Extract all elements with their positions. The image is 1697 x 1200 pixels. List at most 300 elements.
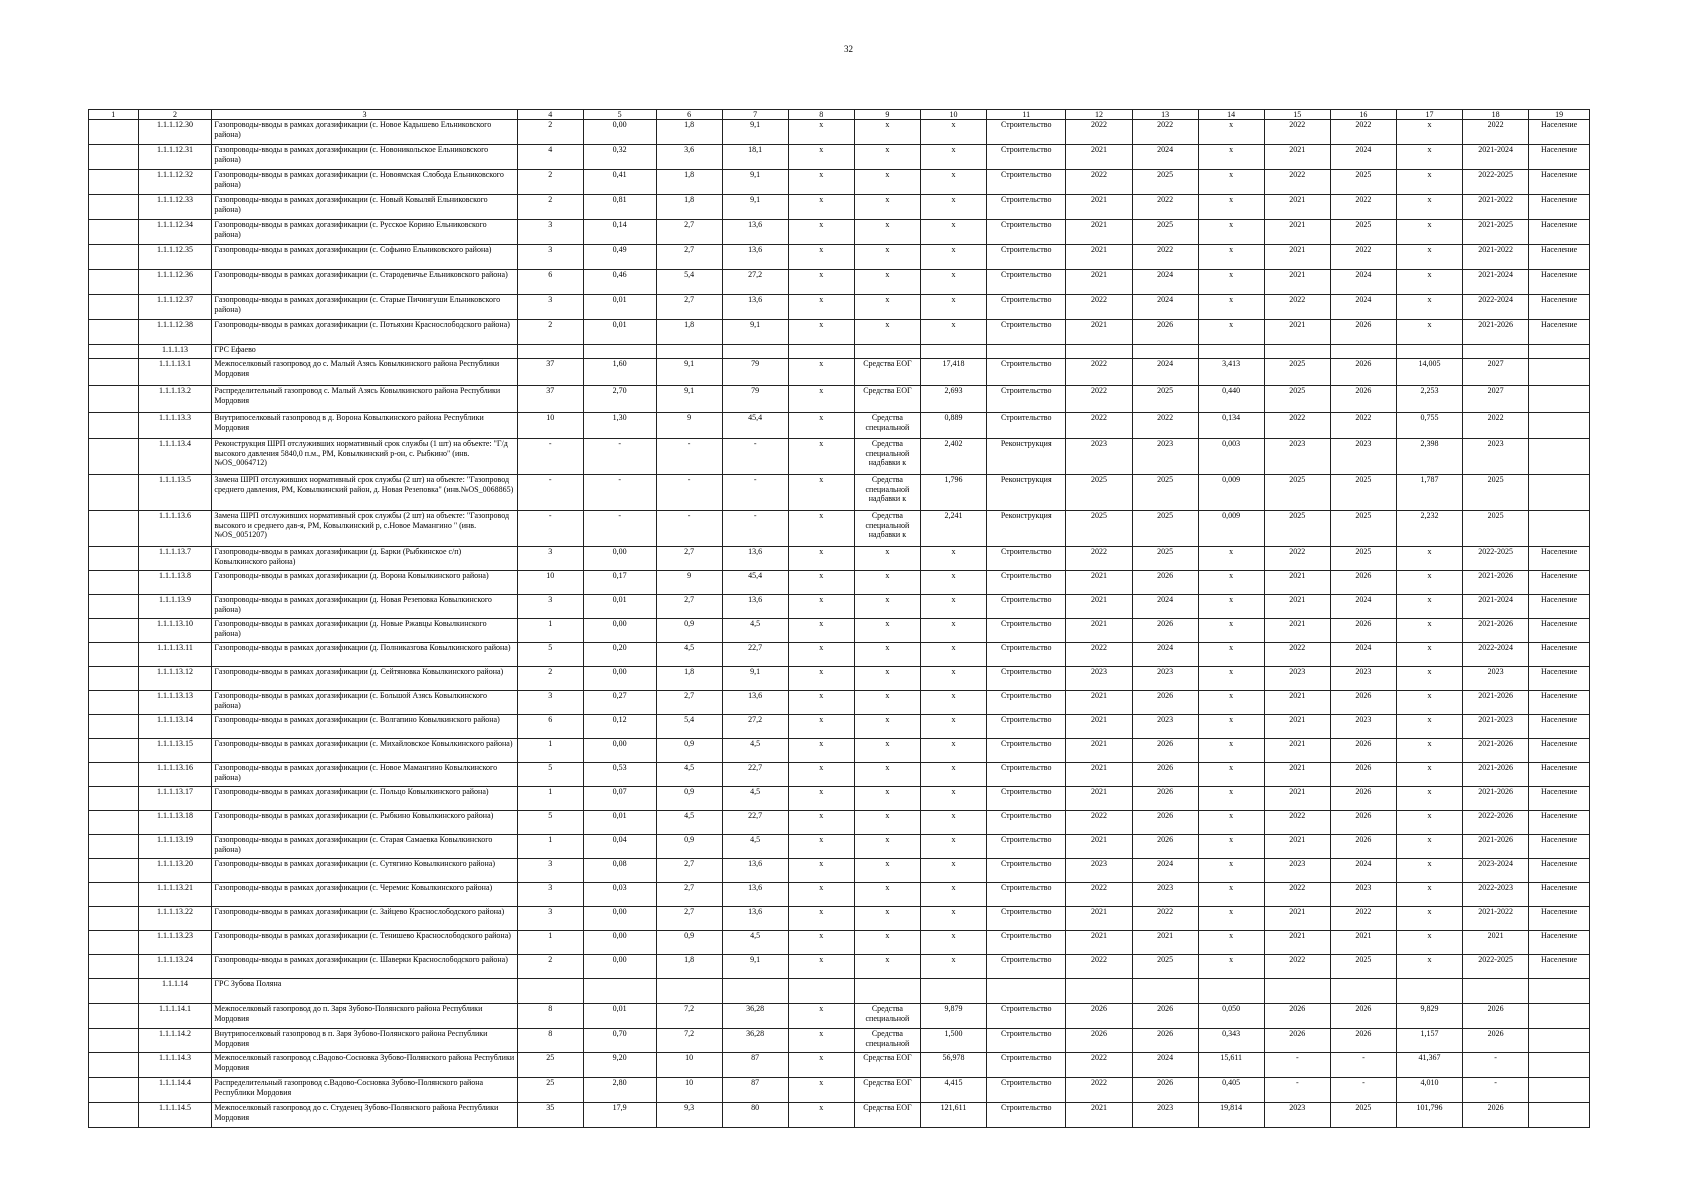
table-cell: Население	[1529, 691, 1590, 715]
table-cell: -	[1463, 1078, 1529, 1103]
table-cell: 19,814	[1198, 1103, 1264, 1128]
table-cell: 18,1	[722, 145, 788, 170]
table-cell: 1.1.1.13.17	[138, 787, 212, 811]
table-cell: 80	[722, 1103, 788, 1128]
table-cell: x	[1198, 270, 1264, 295]
table-cell: Реконструкция	[987, 439, 1066, 475]
table-cell	[920, 345, 986, 359]
table-cell: Газопроводы-вводы в рамках догазификации (с. Большой Азясь Ковылкинского района)	[212, 691, 517, 715]
table-row	[89, 120, 1590, 145]
table-cell: 1.1.1.14.5	[138, 1103, 212, 1128]
table-cell	[89, 715, 139, 739]
table-cell: Строительство	[987, 955, 1066, 979]
table-cell: 121,611	[920, 1103, 986, 1128]
table-cell: 2024	[1132, 295, 1198, 320]
table-cell: 2022	[1264, 955, 1330, 979]
table-cell: 2023	[1330, 667, 1396, 691]
table-cell: 1	[517, 931, 583, 955]
table-cell: -	[583, 475, 656, 511]
table-cell: x	[1198, 907, 1264, 931]
table-cell: 1.1.1.12.35	[138, 245, 212, 270]
table-cell: x	[854, 220, 920, 245]
table-cell	[89, 955, 139, 979]
table-cell: x	[854, 835, 920, 859]
table-cell: 2,7	[656, 691, 722, 715]
table-cell: 2022	[1132, 120, 1198, 145]
table-cell: x	[1396, 739, 1462, 763]
table-cell: 1.1.1.13.21	[138, 883, 212, 907]
table-cell: 2026	[1132, 787, 1198, 811]
table-cell: 9,20	[583, 1053, 656, 1078]
table-cell: 0,49	[583, 245, 656, 270]
table-cell: Газопроводы-вводы в рамках догазификации (с. Шаверки Краснослободского района)	[212, 955, 517, 979]
table-cell: 0,20	[583, 643, 656, 667]
table-cell: 1,8	[656, 320, 722, 345]
table-cell: x	[788, 667, 854, 691]
table-cell: Население	[1529, 763, 1590, 787]
table-cell: 0,9	[656, 931, 722, 955]
table-cell: 3	[517, 595, 583, 619]
table-cell: 25	[517, 1053, 583, 1078]
table-cell	[1132, 345, 1198, 359]
table-cell: x	[788, 835, 854, 859]
table-cell: x	[1396, 145, 1462, 170]
table-cell	[1330, 979, 1396, 1004]
table-cell	[1529, 1053, 1590, 1078]
table-cell: 9,3	[656, 1103, 722, 1128]
table-cell	[1198, 345, 1264, 359]
table-cell: 5	[517, 643, 583, 667]
table-cell	[89, 170, 139, 195]
table-cell: x	[788, 1004, 854, 1029]
table-cell: 2021	[1264, 691, 1330, 715]
table-cell: 2025	[1264, 386, 1330, 413]
table-cell: 2025	[1330, 1103, 1396, 1128]
table-cell: Строительство	[987, 931, 1066, 955]
table-cell: 2021	[1066, 320, 1132, 345]
table-cell: 0,70	[583, 1029, 656, 1053]
table-cell: 2,7	[656, 220, 722, 245]
table-cell: 2	[517, 955, 583, 979]
table-cell: Средства специальной	[854, 413, 920, 439]
table-cell: 5	[517, 763, 583, 787]
table-cell: x	[1396, 320, 1462, 345]
table-cell: x	[1198, 931, 1264, 955]
table-cell: x	[1396, 619, 1462, 643]
table-row	[89, 511, 1590, 547]
table-cell	[1529, 1004, 1590, 1029]
table-row	[89, 220, 1590, 245]
table-cell: 22,7	[722, 643, 788, 667]
table-cell: -	[656, 475, 722, 511]
table-cell: 2021	[1066, 691, 1132, 715]
table-cell: -	[517, 475, 583, 511]
table-cell: 10	[656, 1078, 722, 1103]
table-cell	[1198, 979, 1264, 1004]
table-cell: Население	[1529, 811, 1590, 835]
table-cell: 2025	[1132, 547, 1198, 571]
table-cell: 1.1.1.13.10	[138, 619, 212, 643]
table-cell: 15,611	[1198, 1053, 1264, 1078]
table-cell	[89, 907, 139, 931]
table-cell: 2021-2022	[1463, 245, 1529, 270]
table-cell: 2024	[1132, 145, 1198, 170]
table-cell: x	[788, 245, 854, 270]
table-cell: 17,418	[920, 359, 986, 386]
table-cell: 2023	[1132, 883, 1198, 907]
table-cell: 2025	[1132, 475, 1198, 511]
table-cell: x	[788, 170, 854, 195]
table-cell: x	[1396, 811, 1462, 835]
table-cell: 0,00	[583, 120, 656, 145]
table-cell: 2021	[1264, 931, 1330, 955]
table-cell: 5,4	[656, 715, 722, 739]
table-cell: 2021	[1066, 907, 1132, 931]
table-cell: 2,398	[1396, 439, 1462, 475]
table-cell: 22,7	[722, 763, 788, 787]
table-cell: 2026	[1132, 835, 1198, 859]
table-cell: 17,9	[583, 1103, 656, 1128]
table-cell: 37	[517, 386, 583, 413]
table-cell: 13,6	[722, 691, 788, 715]
table-cell: Газопроводы-вводы в рамках догазификации (с. Старые Пичингуши Ельниковского района)	[212, 295, 517, 320]
table-cell: x	[920, 619, 986, 643]
table-cell: Строительство	[987, 571, 1066, 595]
table-cell: 2021	[1330, 931, 1396, 955]
table-cell	[1529, 511, 1590, 547]
table-cell: 2025	[1330, 220, 1396, 245]
table-cell: Население	[1529, 220, 1590, 245]
table-row	[89, 1053, 1590, 1078]
table-cell: Строительство	[987, 691, 1066, 715]
table-cell: 1.1.1.13.22	[138, 907, 212, 931]
column-number: 18	[1463, 110, 1529, 120]
table-cell: 2022	[1330, 245, 1396, 270]
table-cell: 2022	[1330, 413, 1396, 439]
table-cell	[517, 979, 583, 1004]
table-cell: x	[1198, 547, 1264, 571]
table-cell: 2023	[1066, 667, 1132, 691]
table-cell: 2022	[1330, 120, 1396, 145]
table-cell: 1,787	[1396, 475, 1462, 511]
table-cell: Замена ШРП отслуживших нормативный срок службы (2 шт) на объекте: "Газопровод высокого и среднего дав-я, РМ, Ковылкинский р, с.Новое Мамангино " (инв.№OS_0051207)	[212, 511, 517, 547]
table-cell: x	[1396, 120, 1462, 145]
table-cell: x	[854, 571, 920, 595]
table-cell: x	[920, 739, 986, 763]
table-cell: x	[854, 955, 920, 979]
table-cell: 2023	[1132, 715, 1198, 739]
table-cell: 2023	[1264, 667, 1330, 691]
table-cell: Средства ЕОГ	[854, 1078, 920, 1103]
table-cell: 2021-2026	[1463, 691, 1529, 715]
table-cell: 10	[517, 413, 583, 439]
table-cell: 1	[517, 835, 583, 859]
table-cell: x	[854, 931, 920, 955]
table-cell: Средства специальной	[854, 1004, 920, 1029]
table-cell	[89, 835, 139, 859]
table-cell: 2026	[1330, 1004, 1396, 1029]
table-cell: 2026	[1330, 763, 1396, 787]
table-cell: Население	[1529, 245, 1590, 270]
table-cell: 2025	[1066, 475, 1132, 511]
table-cell	[89, 386, 139, 413]
table-cell: 2,402	[920, 439, 986, 475]
table-cell: 2021	[1066, 220, 1132, 245]
table-cell: Население	[1529, 170, 1590, 195]
table-cell: 0,00	[583, 907, 656, 931]
table-cell	[1529, 345, 1590, 359]
table-cell: 2026	[1066, 1029, 1132, 1053]
table-cell: x	[920, 245, 986, 270]
table-cell: x	[788, 643, 854, 667]
table-cell: 9,829	[1396, 1004, 1462, 1029]
table-cell: 2022	[1264, 170, 1330, 195]
table-cell: 10	[517, 571, 583, 595]
table-cell: 1.1.1.13.2	[138, 386, 212, 413]
table-cell: Средства специальной	[854, 1029, 920, 1053]
table-cell: 0,9	[656, 787, 722, 811]
table-cell: x	[854, 595, 920, 619]
table-cell: 2025	[1330, 955, 1396, 979]
table-cell: x	[920, 270, 986, 295]
table-cell: Строительство	[987, 270, 1066, 295]
table-cell: Строительство	[987, 739, 1066, 763]
table-cell: 2022	[1264, 643, 1330, 667]
table-cell: 0,9	[656, 835, 722, 859]
table-row	[89, 667, 1590, 691]
table-cell: 1,8	[656, 667, 722, 691]
table-cell: 2021	[1264, 787, 1330, 811]
table-cell: 0,440	[1198, 386, 1264, 413]
table-cell: 4,5	[722, 619, 788, 643]
table-cell: Распределительный газопровод с.Вадово-Сосновка Зубово-Полянского района Республики Мордовия	[212, 1078, 517, 1103]
table-cell: 1.1.1.13.4	[138, 439, 212, 475]
table-cell: Межпоселковый газопровод до с. Студенец Зубово-Полянского района Республики Мордовия	[212, 1103, 517, 1128]
table-row	[89, 595, 1590, 619]
table-cell: 0,00	[583, 619, 656, 643]
table-cell: 2023	[1132, 1103, 1198, 1128]
table-cell: x	[788, 955, 854, 979]
table-cell: 2,253	[1396, 386, 1462, 413]
table-cell: 2021	[1132, 931, 1198, 955]
table-cell	[89, 811, 139, 835]
table-cell: 9	[656, 571, 722, 595]
table-cell: Строительство	[987, 763, 1066, 787]
table-cell: x	[1198, 120, 1264, 145]
table-cell	[1529, 413, 1590, 439]
table-row	[89, 835, 1590, 859]
table-cell: 2021	[1066, 715, 1132, 739]
table-cell: x	[1396, 931, 1462, 955]
table-cell: 2021	[1066, 145, 1132, 170]
table-cell: 1.1.1.13.8	[138, 571, 212, 595]
table-cell: 1.1.1.13.24	[138, 955, 212, 979]
table-cell: 2023	[1264, 1103, 1330, 1128]
table-cell: x	[854, 787, 920, 811]
table-cell	[1529, 386, 1590, 413]
table-cell: 2024	[1330, 859, 1396, 883]
table-cell: x	[788, 511, 854, 547]
table-cell: 2023	[1330, 715, 1396, 739]
table-cell: x	[1396, 763, 1462, 787]
table-cell: x	[854, 739, 920, 763]
table-cell: Средства ЕОГ	[854, 1103, 920, 1128]
table-cell	[89, 120, 139, 145]
table-cell	[89, 571, 139, 595]
table-cell: 2021	[1264, 715, 1330, 739]
table-cell: Газопроводы-вводы в рамках догазификации (д. Новые Ржавцы Ковылкинского района)	[212, 619, 517, 643]
table-cell: 2023	[1264, 439, 1330, 475]
column-number: 10	[920, 110, 986, 120]
table-cell: x	[854, 763, 920, 787]
table-cell: x	[788, 386, 854, 413]
table-cell: 1	[517, 739, 583, 763]
table-cell: 2025	[1264, 475, 1330, 511]
table-cell: ГРС Зубова Поляна	[212, 979, 517, 1004]
table-cell	[89, 739, 139, 763]
table-cell: Строительство	[987, 907, 1066, 931]
table-row	[89, 1078, 1590, 1103]
table-cell: 3	[517, 295, 583, 320]
table-cell: Газопроводы-вводы в рамках догазификации (с. Михайловское Ковылкинского района)	[212, 739, 517, 763]
table-cell: 36,28	[722, 1004, 788, 1029]
table-cell: 0,04	[583, 835, 656, 859]
table-cell: 0,134	[1198, 413, 1264, 439]
table-cell: 2024	[1132, 595, 1198, 619]
table-cell: Средства специальной надбавки к	[854, 511, 920, 547]
table-row	[89, 245, 1590, 270]
table-cell: Внутрипоселковый газопровод в п. Заря Зубово-Полянского района Республики Мордовия	[212, 1029, 517, 1053]
table-cell: x	[854, 270, 920, 295]
table-cell: 2021-2026	[1463, 835, 1529, 859]
table-cell: 2023-2024	[1463, 859, 1529, 883]
table-cell: Население	[1529, 619, 1590, 643]
table-cell	[987, 979, 1066, 1004]
table-cell: Население	[1529, 739, 1590, 763]
table-cell: 2026	[1132, 811, 1198, 835]
table-cell: Реконструкция ШРП отслуживших нормативный срок службы (1 шт) на объекте: "Г/д высокого давления 5840,0 п.м., РМ, Ковылкинский р-он, с. Рыбкино" (инв.№OS_0064712)	[212, 439, 517, 475]
table-cell: x	[1396, 883, 1462, 907]
table-cell: 101,796	[1396, 1103, 1462, 1128]
table-cell: x	[788, 571, 854, 595]
table-cell: x	[788, 691, 854, 715]
table-row	[89, 715, 1590, 739]
column-number: 9	[854, 110, 920, 120]
table-cell: Строительство	[987, 835, 1066, 859]
table-cell: 13,6	[722, 595, 788, 619]
column-number: 1	[89, 110, 139, 120]
table-cell: x	[854, 811, 920, 835]
table-cell: 9,1	[722, 170, 788, 195]
table-cell: Строительство	[987, 1078, 1066, 1103]
table-cell	[656, 345, 722, 359]
table-cell: 2021	[1264, 835, 1330, 859]
table-cell: x	[854, 619, 920, 643]
table-cell: x	[920, 571, 986, 595]
table-cell: 2023	[1066, 439, 1132, 475]
table-row	[89, 386, 1590, 413]
table-row	[89, 763, 1590, 787]
table-cell: Газопроводы-вводы в рамках догазификации (д. Новая Резеповка Ковылкинского района)	[212, 595, 517, 619]
table-cell: x	[1198, 883, 1264, 907]
table-cell: x	[788, 739, 854, 763]
table-cell: 2026	[1264, 1029, 1330, 1053]
table-cell: -	[722, 475, 788, 511]
table-cell: x	[788, 270, 854, 295]
column-number: 4	[517, 110, 583, 120]
table-cell: x	[1198, 295, 1264, 320]
table-cell: 2025	[1132, 955, 1198, 979]
table-cell: 2026	[1066, 1004, 1132, 1029]
table-row	[89, 547, 1590, 571]
table-cell: x	[788, 1078, 854, 1103]
table-cell: 1.1.1.12.36	[138, 270, 212, 295]
table-row	[89, 643, 1590, 667]
table-cell: 2,7	[656, 595, 722, 619]
table-cell: x	[854, 715, 920, 739]
table-cell: 35	[517, 1103, 583, 1128]
table-cell: 2025	[1132, 170, 1198, 195]
table-cell: 2021	[1264, 595, 1330, 619]
table-cell: x	[920, 295, 986, 320]
table-cell: 27,2	[722, 715, 788, 739]
table-cell: 2025	[1132, 220, 1198, 245]
table-cell: 2021-2026	[1463, 619, 1529, 643]
table-cell: 2025	[1066, 511, 1132, 547]
table-cell: Строительство	[987, 359, 1066, 386]
table-cell: 2021	[1264, 739, 1330, 763]
table-cell: Строительство	[987, 547, 1066, 571]
table-cell: Межпоселковый газопровод до с. Малый Азясь Ковылкинского района Республики Мордовия	[212, 359, 517, 386]
table-cell: 3	[517, 883, 583, 907]
table-cell: x	[788, 907, 854, 931]
table-cell: 45,4	[722, 413, 788, 439]
table-cell: 0,14	[583, 220, 656, 245]
table-cell: x	[920, 835, 986, 859]
table-cell: 0,03	[583, 883, 656, 907]
table-cell: 10	[656, 1053, 722, 1078]
table-cell: 1.1.1.13.9	[138, 595, 212, 619]
table-cell: 3	[517, 547, 583, 571]
table-cell: Газопроводы-вводы в рамках догазификации (д. Полниказгова Ковылкинского района)	[212, 643, 517, 667]
table-cell: x	[854, 320, 920, 345]
table-cell: Строительство	[987, 170, 1066, 195]
table-cell	[1529, 979, 1590, 1004]
table-cell: 0,01	[583, 811, 656, 835]
table-cell	[89, 859, 139, 883]
table-cell: x	[1198, 787, 1264, 811]
table-cell: x	[1198, 571, 1264, 595]
table-cell: 1.1.1.12.37	[138, 295, 212, 320]
table-cell: 2022	[1132, 195, 1198, 220]
table-cell: x	[1396, 220, 1462, 245]
table-cell: 2022-2023	[1463, 883, 1529, 907]
table-cell: Население	[1529, 835, 1590, 859]
table-cell: 2025	[1463, 475, 1529, 511]
table-cell: Население	[1529, 667, 1590, 691]
table-cell: 2021-2022	[1463, 195, 1529, 220]
table-cell	[722, 979, 788, 1004]
table-cell: 2024	[1132, 359, 1198, 386]
table-cell: 2025	[1132, 386, 1198, 413]
column-number: 11	[987, 110, 1066, 120]
table-cell	[89, 787, 139, 811]
table-cell: 2026	[1132, 739, 1198, 763]
table-cell: Строительство	[987, 1004, 1066, 1029]
table-cell: 2025	[1463, 511, 1529, 547]
table-cell	[788, 979, 854, 1004]
table-row	[89, 439, 1590, 475]
